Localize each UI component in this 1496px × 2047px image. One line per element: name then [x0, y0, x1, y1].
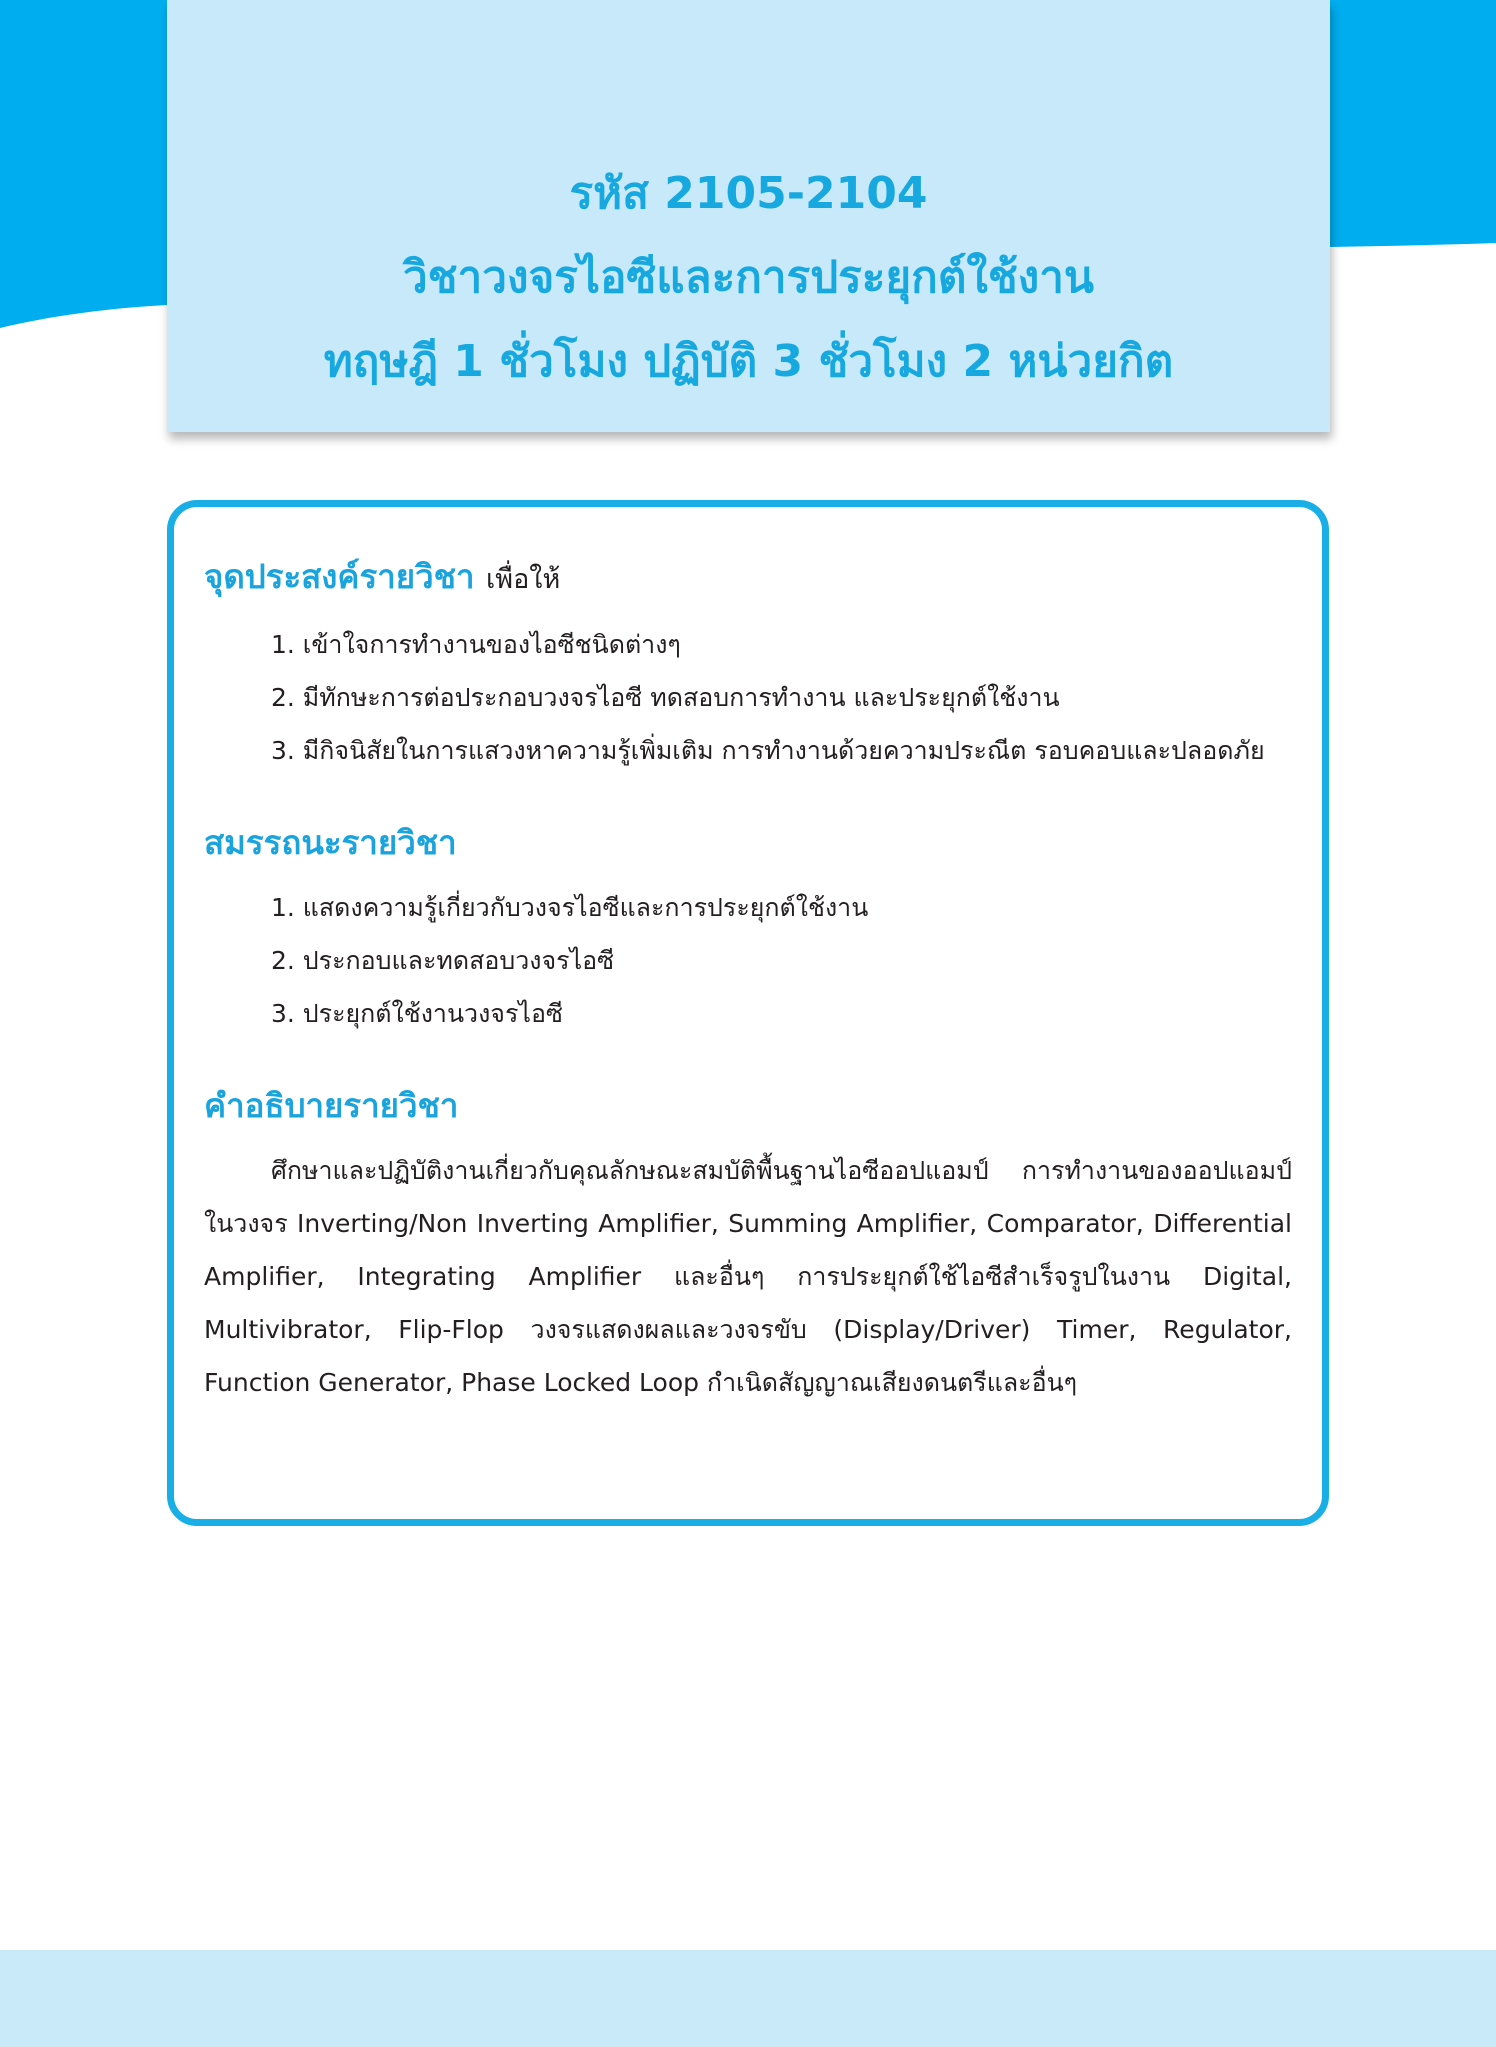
competencies-heading: สมรรถนะรายวิชา — [204, 823, 457, 862]
course-details-content — [204, 551, 1292, 1409]
course-code: รหัส 2105-2104 — [569, 168, 928, 219]
objective-item: 3. มีกิจนิสัยในการแสวงหาความรู้เพิ่มเติม การทำงานด้วยความประณีต รอบคอบและปลอดภัย — [271, 736, 1265, 765]
description-text: ศึกษาและปฏิบัติงานเกี่ยวกับคุณลักษณะสมบัติพื้นฐานไอซีออปแอมป์ การทำงานของออปแอมป์ในวงจร Inverting/Non Inverting Amplifier, Summing Amplifier, Comparator, Differential Amplifier, Integrating Amplifier และอื่นๆ การประยุกต์ใช้ไอซีสำเร็จรูปในงาน Digital, Multivibrator, Flip-Flop วงจรแสดงผลและวงจรขับ (Display/Driver) Timer, Regulator, Function Generator, Phase Locked Loop กำเนิดสัญญาณเสียงดนตรีและอื่นๆ — [204, 1156, 1292, 1397]
course-hours: ทฤษฎี 1 ชั่วโมง ปฏิบัติ 3 ชั่วโมง 2 หน่วยกิต — [323, 336, 1174, 387]
objectives-heading-text: จุดประสงค์รายวิชา — [204, 557, 475, 596]
course-header — [167, 0, 1330, 432]
objectives-heading-suffix: เพื่อให้ — [486, 564, 561, 595]
description-heading: คำอธิบายรายวิชา — [204, 1086, 459, 1125]
competency-item: 1. แสดงความรู้เกี่ยวกับวงจรไอซีและการประยุกต์ใช้งาน — [271, 893, 869, 922]
objective-item: 2. มีทักษะการต่อประกอบวงจรไอซี ทดสอบการทำงาน และประยุกต์ใช้งาน — [271, 683, 1060, 712]
competency-item: 3. ประยุกต์ใช้งานวงจรไอซี — [271, 999, 563, 1028]
objective-item: 1. เข้าใจการทำงานของไอซีชนิดต่างๆ — [271, 630, 681, 659]
competency-item: 2. ประกอบและทดสอบวงจรไอซี — [271, 946, 615, 975]
course-details-box — [167, 500, 1329, 1526]
objectives-heading — [204, 551, 1292, 606]
course-title: วิชาวงจรไอซีและการประยุกต์ใช้งาน — [402, 252, 1095, 303]
footer-band — [0, 1950, 1496, 2047]
